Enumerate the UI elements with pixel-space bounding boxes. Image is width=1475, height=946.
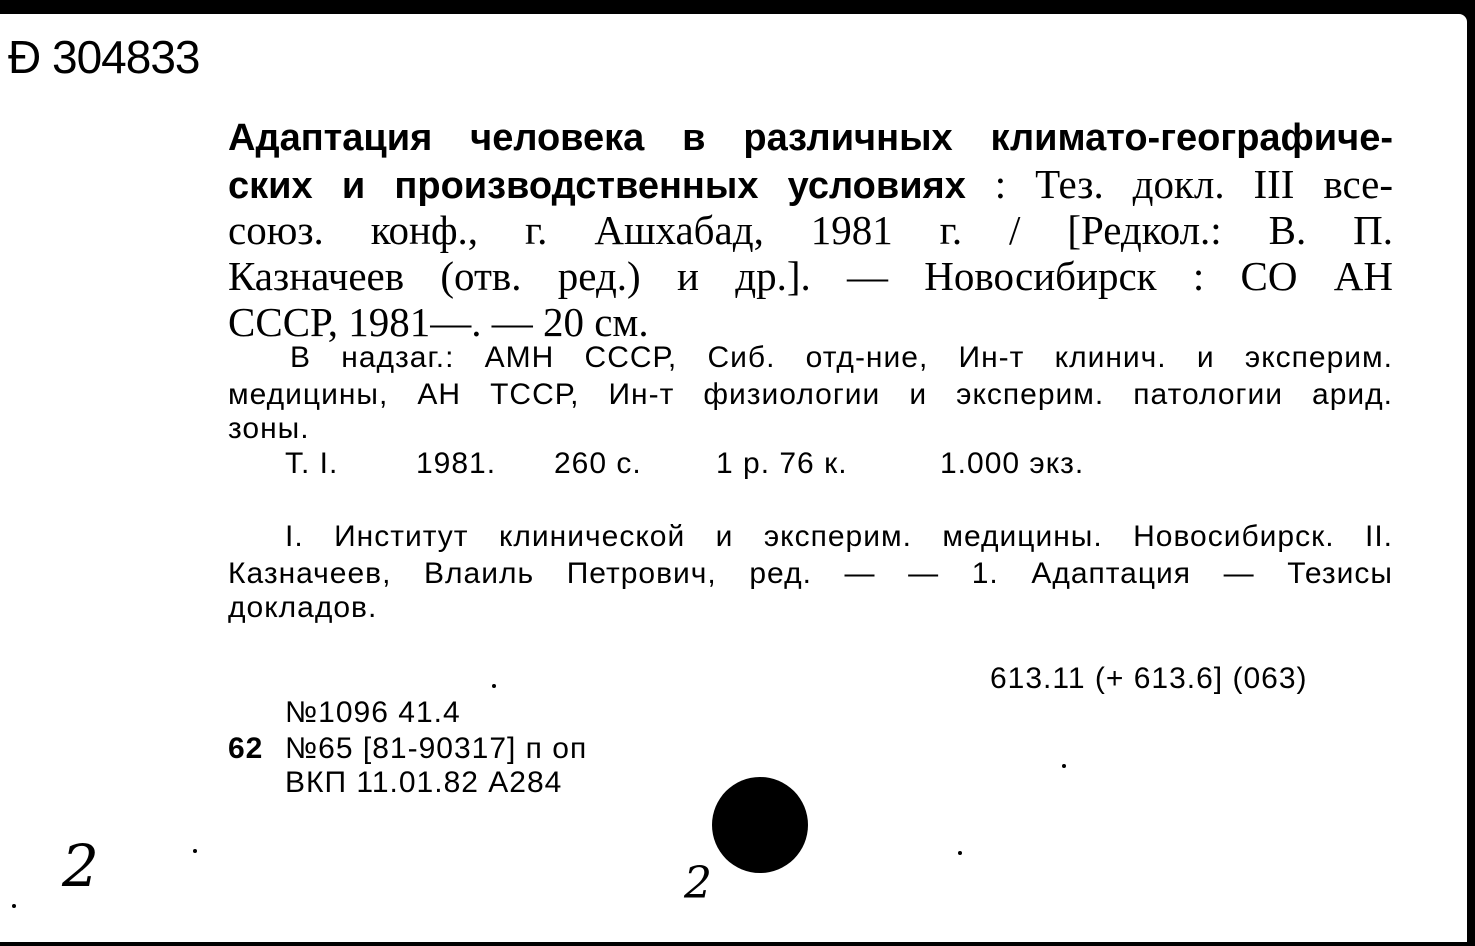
description-line-5: СССР, 1981—. — 20 см.	[228, 299, 649, 345]
note-line-1: В надзаг.: АМН СССР, Сиб. отд-ние, Ин-т клинич. и эксперим.	[290, 341, 1393, 374]
handwritten-number-bottom: 2	[684, 858, 712, 909]
register-line-2: №65 [81-90317] п оп	[285, 732, 588, 765]
title-remainder: : Тез. докл. III все-	[965, 161, 1394, 207]
volume-pages: 260 с.	[554, 447, 642, 480]
speck	[193, 849, 197, 853]
volume-tome: Т. I.	[285, 447, 339, 480]
call-number: Ð 304833	[8, 31, 200, 83]
volume-year: 1981.	[416, 447, 497, 480]
volume-copies: 1.000 экз.	[940, 447, 1085, 480]
note-line-3: зоны.	[228, 412, 310, 445]
tracings-line-2: Казначеев, Влаиль Петрович, ред. — — 1. Адаптация — Тезисы	[228, 557, 1393, 590]
tracings-line-3: докладов.	[228, 591, 378, 624]
speck	[12, 904, 16, 908]
handwritten-number-left: 2	[62, 832, 99, 900]
description-line-2	[228, 160, 1393, 210]
speck	[492, 684, 496, 688]
volume-price: 1 р. 76 к.	[716, 447, 848, 480]
description-line-4: Казначеев (отв. ред.) и др.]. — Новосибирск : СО АН	[228, 253, 1393, 299]
classification-index: 613.11 (+ 613.6] (063)	[990, 662, 1308, 695]
speck	[958, 851, 962, 855]
punch-hole	[712, 777, 808, 873]
speck	[1062, 764, 1066, 768]
description-line-3: союз. конф., г. Ашхабад, 1981 г. / [Редкол.: В. П.	[228, 207, 1393, 253]
description-line-1: Адаптация человека в различных климато-географиче-	[228, 117, 1393, 159]
tracings-line-1: I. Институт клинической и эксперим. медицины. Новосибирск. II.	[285, 520, 1393, 553]
title-continuation: ских и производственных условиях	[228, 165, 966, 207]
register-prefix: 62	[228, 732, 264, 765]
register-line-1: №1096 41.4	[285, 696, 461, 729]
note-line-2: медицины, АН ТССР, Ин-т физиологии и эксперим. патологии арид.	[228, 378, 1393, 411]
register-line-3: ВКП 11.01.82 А284	[285, 766, 563, 799]
